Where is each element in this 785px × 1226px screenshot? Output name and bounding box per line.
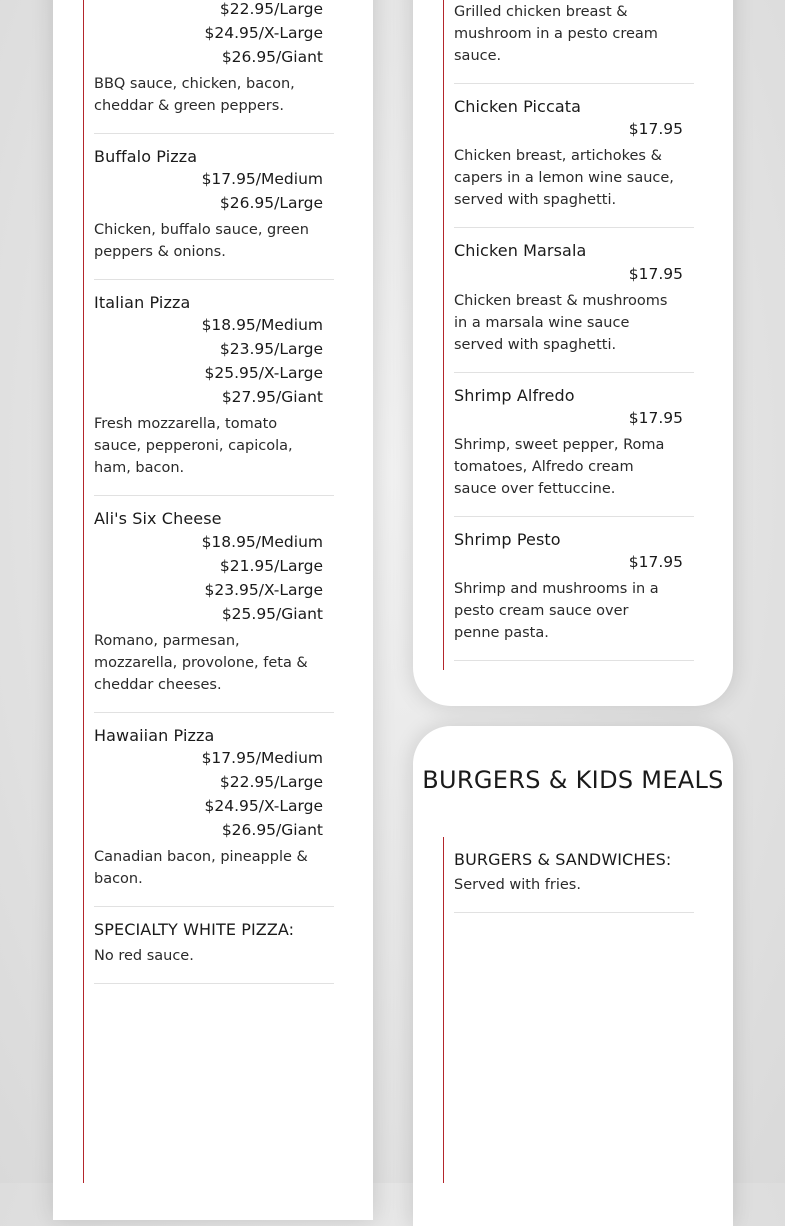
item-price: $17.95	[628, 409, 683, 427]
item-price: $17.95	[628, 120, 683, 138]
menu-item-name: Italian Pizza	[94, 293, 191, 312]
item-price: $27.95/Giant	[221, 388, 323, 406]
item-divider	[94, 906, 334, 907]
item-price: $17.95/Medium	[201, 170, 323, 188]
item-description: Grilled chicken breast & mushroom in a pesto cream sauce.	[454, 4, 658, 64]
section-title: BURGERS & KIDS MEALS	[422, 766, 724, 794]
menu-item-name: Shrimp Alfredo	[454, 386, 575, 405]
item-price: $22.95/Large	[219, 0, 323, 18]
item-price: $26.95/Giant	[221, 48, 323, 66]
item-divider	[454, 660, 694, 661]
item-divider	[454, 912, 694, 913]
menu-item-name: Chicken Marsala	[454, 241, 587, 260]
item-divider	[94, 983, 334, 984]
item-divider	[454, 372, 694, 373]
item-price: $21.95/Large	[219, 557, 323, 575]
item-description: Chicken breast, artichokes & capers in a lemon wine sauce, served with spaghetti.	[454, 148, 674, 208]
menu-item-name: Buffalo Pizza	[94, 147, 198, 166]
subsection-note: Served with fries.	[454, 877, 581, 893]
accent-rule	[443, 837, 444, 1183]
menu-item-name: Ali's Six Cheese	[94, 509, 222, 528]
item-price: $23.95/Large	[219, 340, 323, 358]
item-price: $24.95/X-Large	[204, 797, 323, 815]
menu-item-name: Hawaiian Pizza	[94, 726, 215, 745]
item-divider	[454, 516, 694, 517]
item-description: Canadian bacon, pineapple & bacon.	[94, 849, 308, 887]
item-price: $26.95/Giant	[221, 821, 323, 839]
item-price: $17.95	[628, 553, 683, 571]
item-divider	[454, 227, 694, 228]
accent-rule	[83, 0, 84, 1183]
accent-rule	[443, 0, 444, 670]
menu-item-name: Shrimp Pesto	[454, 530, 561, 549]
item-price: $24.95/X-Large	[204, 24, 323, 42]
item-price: $23.95/X-Large	[204, 581, 323, 599]
item-divider	[94, 495, 334, 496]
item-description: Chicken breast & mushrooms in a marsala wine sauce served with spaghetti.	[454, 293, 668, 353]
menu-item-name: Chicken Piccata	[454, 97, 582, 116]
item-price: $22.95/Large	[219, 773, 323, 791]
item-description: Chicken, buffalo sauce, green peppers & onions.	[94, 222, 309, 260]
item-price: $25.95/X-Large	[204, 364, 323, 382]
item-description: Romano, parmesan, mozzarella, provolone, feta & cheddar cheeses.	[94, 633, 308, 693]
subsection-title: BURGERS & SANDWICHES:	[454, 850, 672, 869]
item-price: $25.95/Giant	[221, 605, 323, 623]
item-divider	[94, 712, 334, 713]
item-description: BBQ sauce, chicken, bacon, cheddar & green peppers.	[94, 76, 295, 114]
item-price: $17.95/Medium	[201, 749, 323, 767]
subsection-note: No red sauce.	[94, 948, 194, 964]
item-divider	[454, 83, 694, 84]
item-description: Fresh mozzarella, tomato sauce, pepperoni, capicola, ham, bacon.	[94, 416, 293, 476]
item-price: $18.95/Medium	[201, 316, 323, 334]
item-divider	[94, 279, 334, 280]
item-description: Shrimp, sweet pepper, Roma tomatoes, Alfredo cream sauce over fettuccine.	[454, 437, 665, 497]
item-description: Shrimp and mushrooms in a pesto cream sauce over penne pasta.	[454, 581, 659, 641]
menu-card-burgers	[413, 726, 733, 1226]
item-price: $17.95	[628, 265, 683, 283]
item-price: $18.95/Medium	[201, 533, 323, 551]
item-price: $26.95/Large	[219, 194, 323, 212]
item-divider	[94, 133, 334, 134]
subsection-title: SPECIALTY WHITE PIZZA:	[94, 920, 295, 939]
